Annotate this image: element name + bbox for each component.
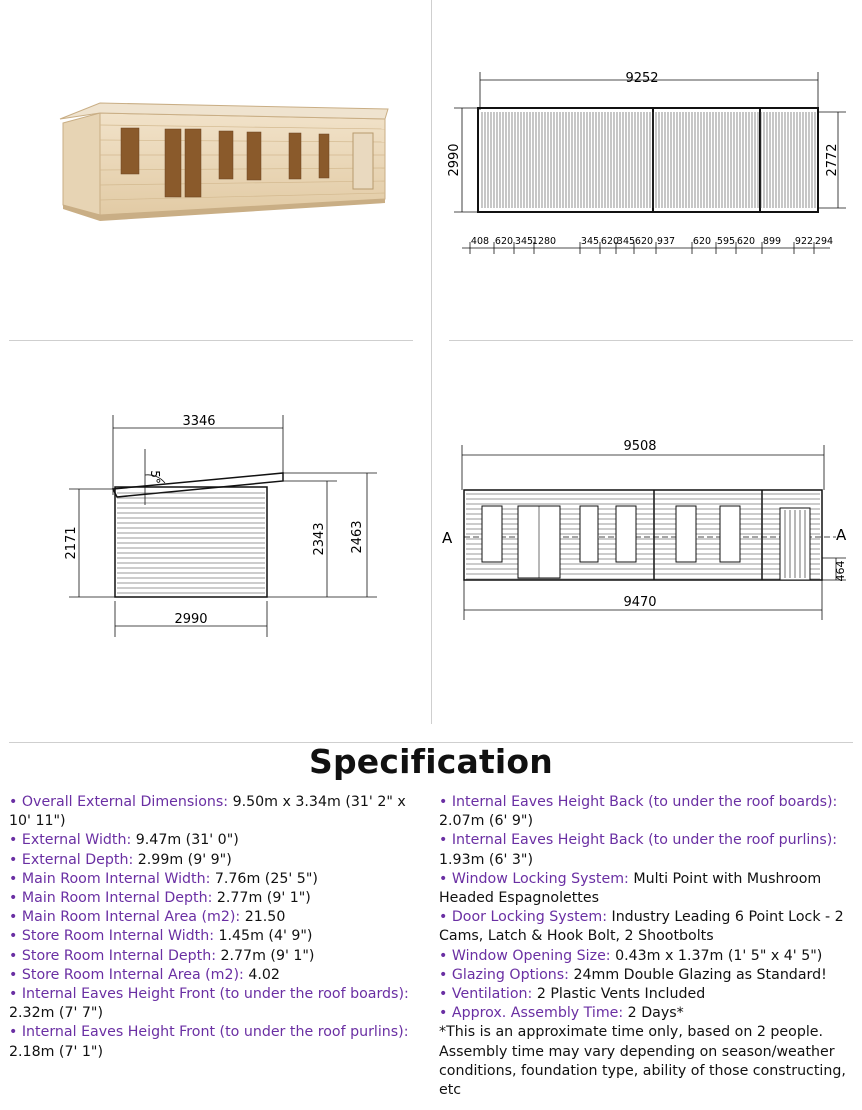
spec-item-value: Multi Point with Mushroom Headed Espagnolettes (439, 870, 822, 907)
spec-item-label: • Main Room Internal Depth: (9, 890, 213, 907)
spec-column-right (439, 793, 855, 1100)
spec-item-value: 0.43m x 1.37m (1' 5" x 4' 5") (610, 947, 823, 964)
plan-segment-label: 595 (716, 236, 736, 247)
spec-item-value: 9.47m (31' 0") (131, 832, 239, 849)
assembly-note: *This is an approximate time only, based on 2 people. Assembly time may vary depending on season/weather conditions, foundation type, ability of those constructing, etc (439, 1024, 846, 1099)
plan-segment-label: 1280 (531, 236, 557, 247)
plan-segment-label: 620 (736, 236, 756, 247)
spec-item (9, 927, 419, 946)
spec-item-label: • Window Locking System: (439, 870, 629, 887)
plan-segment-label: 620 (600, 236, 620, 247)
spec-item (9, 793, 419, 831)
side-drawing (55, 405, 395, 650)
spec-item-label: • Internal Eaves Height Back (to under the roof boards): (439, 794, 838, 810)
plan-segment-labels (470, 236, 833, 254)
spec-item-value: 1.45m (4' 9") (213, 928, 313, 945)
spec-item-value: 2.99m (9' 9") (133, 851, 232, 868)
spec-item-value: 2.77m (9' 1") (212, 890, 311, 907)
spec-item (9, 908, 419, 927)
plan-segment-label: 294 (814, 236, 834, 247)
spec-item (9, 870, 419, 889)
spec-item (439, 793, 855, 831)
spec-item-value: 2.18m (7' 1") (9, 1043, 103, 1060)
front-height-label: 464 (834, 560, 847, 582)
spec-item-label: • Internal Eaves Height Front (to under the roof purlins): (9, 1024, 409, 1041)
spec-item-value: 1.93m (6' 3") (439, 851, 533, 868)
plan-depth-right-label: 2772 (825, 143, 840, 177)
spec-item-label: • Approx. Assembly Time: (439, 1005, 624, 1022)
spec-item (439, 1004, 855, 1023)
spec-item-value: 2.77m (9' 1") (215, 947, 315, 964)
plan-segment-label: 345 (514, 236, 534, 247)
spec-item (439, 870, 855, 908)
spec-item-label: • Store Room Internal Area (m2): (9, 966, 244, 983)
spec-item-value: 9.50m x 3.34m (31' 2" x 10' 11") (9, 794, 406, 830)
spec-item-label: • Main Room Internal Area (m2): (9, 909, 241, 926)
spec-item-value: 4.02 (243, 966, 280, 983)
spec-item-label: • Store Room Internal Width: (9, 928, 214, 945)
spec-item (9, 851, 419, 870)
spec-item-value: Industry Leading 6 Point Lock - 2 Cams, Latch & Hook Bolt, 2 Shootbolts (439, 909, 844, 945)
spec-item (9, 985, 419, 1023)
spec-item-value: 2 Plastic Vents Included (532, 986, 706, 1003)
spec-item (439, 908, 855, 946)
spec-item-label: • Store Room Internal Depth: (9, 947, 216, 964)
spec-item-label: • Internal Eaves Height Front (to under the roof boards): (9, 986, 409, 1003)
spec-item-value: 7.76m (25' 5") (210, 870, 318, 887)
spec-item-value: 2.32m (7' 7") (9, 1005, 103, 1022)
spec-item (439, 831, 855, 869)
spec-item (439, 966, 855, 985)
side-height-left-label: 2171 (64, 526, 79, 560)
spec-item-label: • External Depth: (9, 851, 134, 868)
plan-segment-label: 937 (656, 236, 676, 247)
spec-item-value: 2.07m (6' 9") (439, 813, 533, 830)
section-marker-left: A (442, 529, 453, 547)
plan-segment-label: 899 (762, 236, 782, 247)
side-height-mid-label: 2343 (312, 522, 327, 556)
spec-item-label: • Window Opening Size: (439, 947, 611, 964)
spec-item (9, 1023, 419, 1061)
side-height-right-label: 2463 (350, 520, 365, 554)
plan-segment-label: 620 (494, 236, 514, 247)
spec-item (439, 985, 855, 1004)
spec-item-label: • Main Room Internal Width: (9, 870, 211, 887)
vertical-divider (431, 0, 432, 724)
spec-item (9, 889, 419, 908)
spec-item (9, 831, 419, 850)
front-drawing (440, 430, 862, 630)
divider-left (9, 340, 413, 341)
plan-segment-label: 620 (692, 236, 712, 247)
spec-item-label: • Glazing Options: (439, 966, 569, 983)
spec-item-label: • External Width: (9, 832, 132, 849)
spec-item-label: • Ventilation: (439, 986, 533, 1003)
plan-segment-label: 345 (580, 236, 600, 247)
product-render (55, 95, 390, 225)
spec-item (9, 966, 419, 985)
plan-width-label: 9252 (625, 71, 659, 86)
side-roof-angle-label: 5° (148, 470, 162, 484)
spec-column-left (9, 793, 419, 1062)
plan-segment-label: 922 (794, 236, 814, 247)
spec-item-label: • Internal Eaves Height Back (to under the roof purlins): (439, 832, 838, 849)
plan-segment-label: 408 (470, 236, 490, 247)
spec-item (9, 947, 419, 966)
front-width-bottom-label: 9470 (623, 595, 657, 610)
spec-item-label: • Overall External Dimensions: (9, 794, 229, 810)
side-width-bottom-label: 2990 (174, 612, 208, 627)
spec-title: Specification (309, 742, 553, 781)
spec-item-label: • Door Locking System: (439, 909, 607, 926)
plan-segment-label: 345 (616, 236, 636, 247)
spec-item-value: 2 Days* (623, 1005, 684, 1022)
plan-segment-label: 620 (634, 236, 654, 247)
divider-right (449, 340, 853, 341)
spec-item (439, 947, 855, 966)
section-marker-right: A (836, 526, 847, 544)
spec-item-value: 21.50 (240, 909, 286, 926)
plan-drawing (440, 60, 862, 270)
side-width-top-label: 3346 (182, 414, 216, 429)
front-width-top-label: 9508 (623, 439, 657, 454)
plan-depth-left-label: 2990 (447, 143, 462, 177)
spec-item-value: 24mm Double Glazing as Standard! (568, 966, 827, 983)
